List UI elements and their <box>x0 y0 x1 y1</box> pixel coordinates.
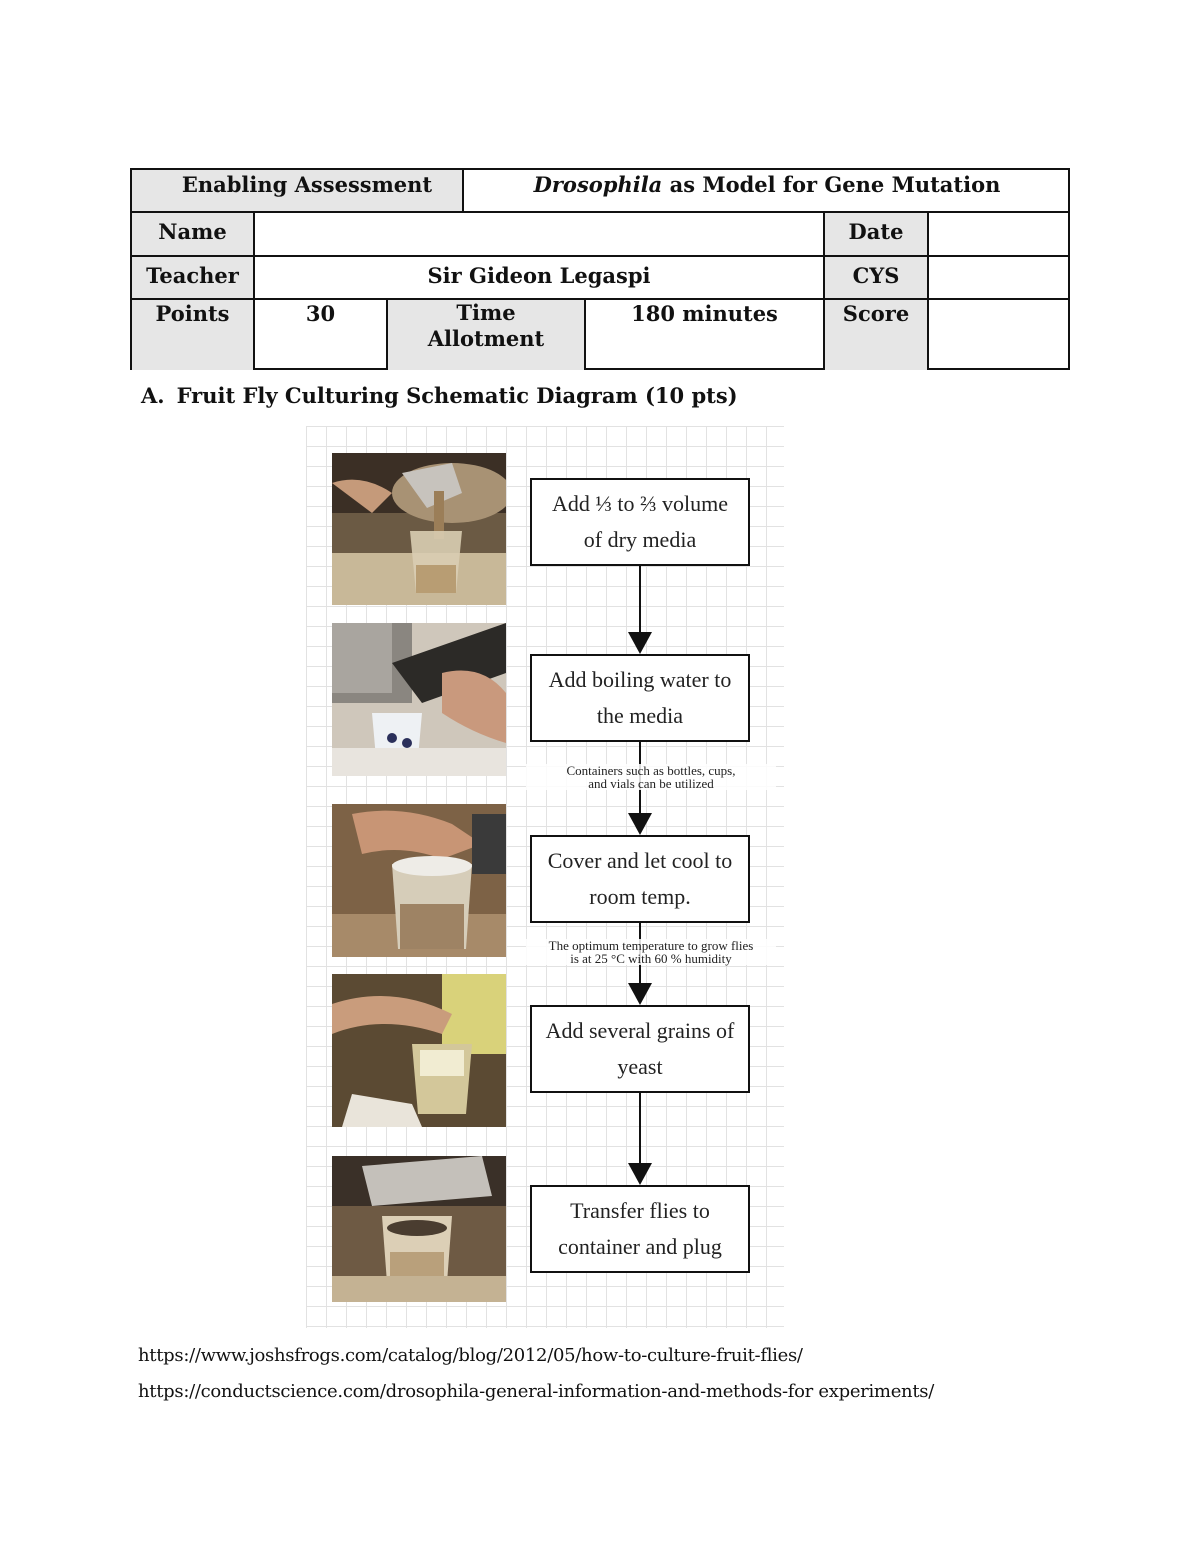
date-field[interactable] <box>929 213 1070 255</box>
step-4-line1: Add several grains of <box>545 1018 735 1043</box>
assessment-header-table <box>130 168 1070 370</box>
assessment-label-cell <box>132 170 462 211</box>
photo-transfer-flies <box>332 1156 506 1302</box>
table-rule <box>927 211 929 370</box>
note-1-line2: and vials can be utilized <box>588 776 714 791</box>
reference-link-2[interactable]: https://conductscience.com/drosophila-general-information-and-methods-for experiments/ <box>138 1381 934 1402</box>
name-label: Name <box>132 213 253 255</box>
score-field[interactable] <box>929 300 1070 370</box>
photo-cover-cool <box>332 804 506 957</box>
points-label: Points <box>132 300 253 370</box>
photo-yeast <box>332 974 506 1127</box>
step-box-dry-media <box>530 478 750 566</box>
name-field[interactable] <box>255 213 823 255</box>
table-rule <box>584 298 586 370</box>
step-3-line2: room temp. <box>589 884 691 909</box>
step-2-line2: the media <box>596 703 684 728</box>
flow-arrow <box>628 1093 652 1185</box>
time-label-line1: Time <box>456 300 516 325</box>
step-3-line1: Cover and let cool to <box>547 848 733 873</box>
time-allotment-value: 180 minutes <box>631 301 778 326</box>
step-5-line2: container and plug <box>558 1234 722 1259</box>
photo-boiling-water <box>332 623 506 776</box>
note-2-line2: is at 25 °C with 60 % humidity <box>570 951 732 966</box>
table-rule <box>462 170 464 211</box>
table-rule <box>132 211 1070 213</box>
step-box-boiling-water <box>530 654 750 742</box>
note-containers <box>526 764 776 790</box>
step-box-yeast <box>530 1005 750 1093</box>
table-rule <box>132 255 1070 257</box>
culturing-schematic-figure <box>306 426 784 1328</box>
points-value: 30 <box>305 301 336 326</box>
reference-link-1[interactable]: https://www.joshsfrogs.com/catalog/blog/2012/05/how-to-culture-fruit-flies/ <box>138 1345 803 1366</box>
step-box-cover-cool <box>530 835 750 923</box>
assessment-label: Enabling Assessment <box>181 172 433 197</box>
date-label: Date <box>825 213 927 255</box>
section-title: Fruit Fly Culturing Schematic Diagram (10 pts) <box>176 383 738 408</box>
time-label-line2: Allotment <box>427 326 545 351</box>
teacher-label: Teacher <box>132 257 253 298</box>
note-temperature <box>526 939 776 965</box>
title-italic-part: Drosophila <box>533 172 663 197</box>
table-rule <box>386 298 388 370</box>
table-rule <box>823 211 825 370</box>
time-allotment-label <box>388 300 584 370</box>
cys-field[interactable] <box>929 257 1070 298</box>
step-5-line1: Transfer flies to <box>570 1198 710 1223</box>
cys-label: CYS <box>825 257 927 298</box>
table-rule <box>253 211 255 370</box>
teacher-name: Sir Gideon Legaspi <box>427 263 651 288</box>
section-heading <box>141 383 738 408</box>
worksheet-title <box>464 170 1070 211</box>
flow-arrow <box>628 566 652 654</box>
step-2-line1: Add boiling water to <box>548 667 732 692</box>
photo-dry-media <box>332 453 506 605</box>
section-letter: A. <box>141 383 165 408</box>
step-box-transfer-flies <box>530 1185 750 1273</box>
note-2-line1: The optimum temperature to grow flies <box>548 938 754 953</box>
step-4-line2: yeast <box>617 1054 663 1079</box>
step-1-line1: Add ⅓ to ⅔ volume <box>552 491 728 516</box>
title-rest-part: as Model for Gene Mutation <box>662 172 1001 197</box>
table-rule <box>132 298 1070 300</box>
step-1-line2: of dry media <box>583 527 697 552</box>
note-1-line1: Containers such as bottles, cups, <box>566 763 736 778</box>
score-label: Score <box>825 300 927 370</box>
